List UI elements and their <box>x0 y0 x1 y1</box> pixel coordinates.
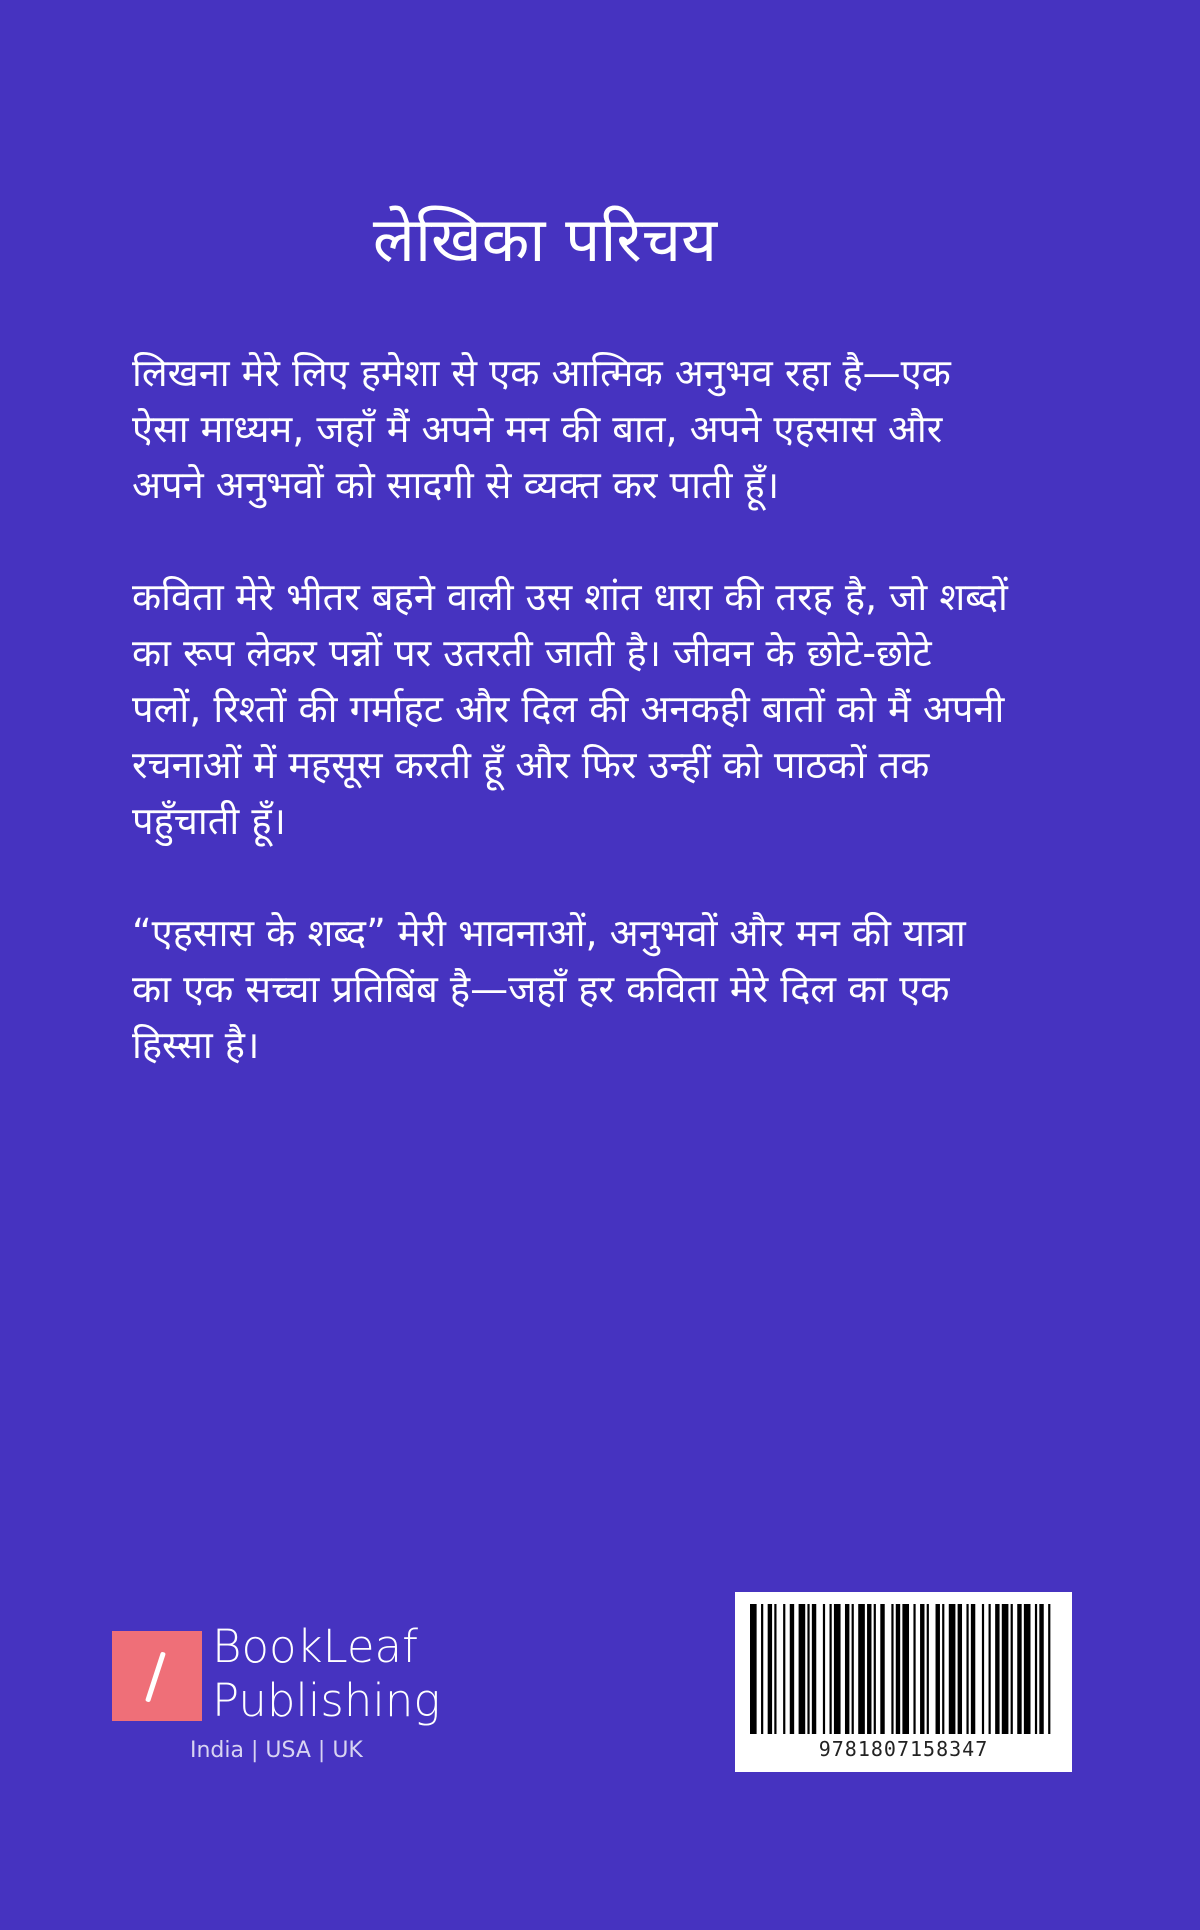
publisher-name <box>212 1620 440 1728</box>
isbn-barcode <box>735 1592 1072 1772</box>
bio-paragraph: “एहसास के शब्द” मेरी भावनाओं, अनुभवों और मन की यात्रा का एक सच्चा प्रतिबिंब है—जहाँ हर कविता मेरे दिल का एक हिस्सा है। <box>132 911 966 1067</box>
author-bio <box>132 345 1012 1129</box>
bio-paragraph: कविता मेरे भीतर बहने वाली उस शांत धारा की तरह है, जो शब्दों का रूप लेकर पन्नों पर उतरती जाती है। जीवन के छोटे-छोटे पलों, रिश्तों की गर्माहट और दिल की अनकही बातों को मैं अपनी रचनाओं में महसूस करती हूँ और फिर उन्हीं को पाठकों तक पहुँचाती हूँ। <box>132 575 1008 843</box>
publisher-logo <box>112 1620 452 1768</box>
publisher-locations: India | USA | UK <box>190 1738 363 1763</box>
barcode-icon <box>750 1604 1057 1734</box>
page-title: लेखिका परिचय <box>372 203 718 276</box>
publisher-name-line1: BookLeaf <box>212 1620 418 1673</box>
bookleaf-logo-icon <box>112 1631 202 1721</box>
slash-icon <box>145 1652 166 1703</box>
publisher-name-line2: Publishing <box>212 1674 441 1727</box>
isbn-number: 9781807158347 <box>818 1737 989 1761</box>
bio-paragraph: लिखना मेरे लिए हमेशा से एक आत्मिक अनुभव रहा है—एक ऐसा माध्यम, जहाँ मैं अपने मन की बात, अपने एहसास और अपने अनुभवों को सादगी से व्यक्त कर पाती हूँ। <box>132 351 951 507</box>
